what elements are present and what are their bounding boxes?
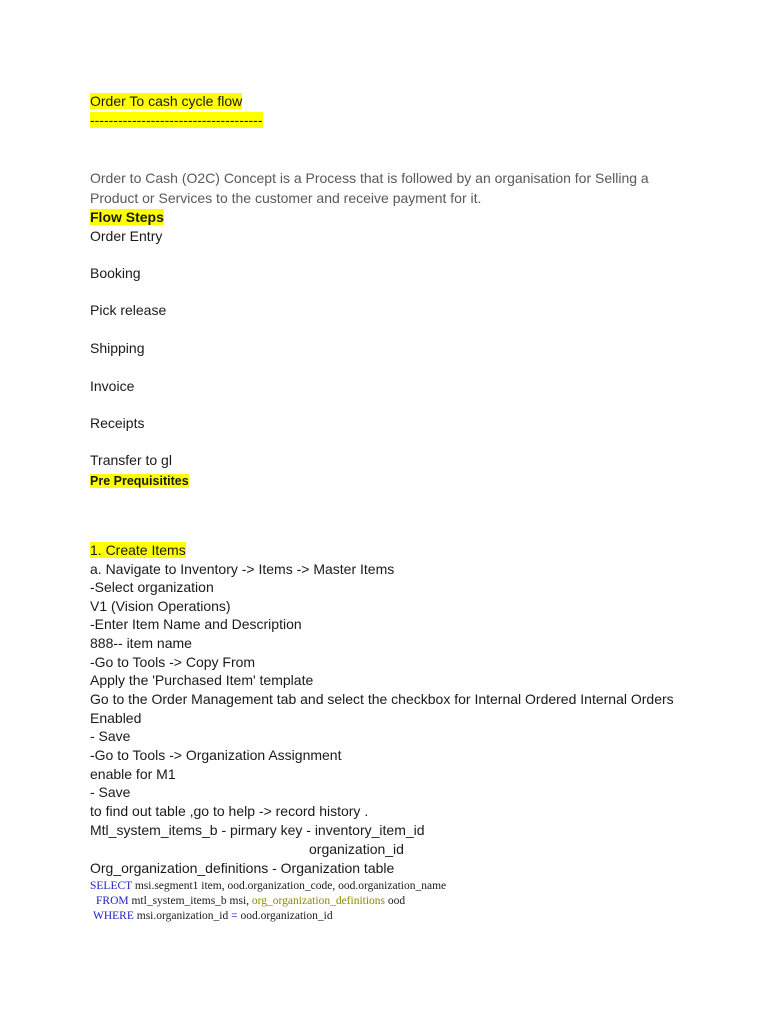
section1-line: Mtl_system_items_b - pirmary key - inventory_item_id	[90, 822, 425, 838]
title-underline: -------------------------------------	[90, 112, 263, 128]
section1-heading: 1. Create Items	[90, 542, 186, 558]
flow-step: Invoice	[90, 378, 135, 394]
section1-line: Go to the Order Management tab and select the checkbox for Internal Ordered Internal Orders	[90, 691, 674, 707]
flow-step: Pick release	[90, 302, 167, 318]
section1-line: Org_organization_definitions - Organization table	[90, 860, 395, 876]
sql-select-line: SELECT msi.segment1 item, ood.organization_code, ood.organization_name	[90, 880, 447, 892]
flow-step: Shipping	[90, 340, 145, 356]
doc-title: Order To cash cycle flow	[90, 93, 243, 109]
section1-line: - Save	[90, 784, 131, 800]
section1-line: to find out table ,go to help -> record history .	[90, 803, 369, 819]
section1-line: Enabled	[90, 710, 142, 726]
flow-step: Receipts	[90, 415, 145, 431]
flow-step: Booking	[90, 265, 141, 281]
section1-line: a. Navigate to Inventory -> Items -> Master Items	[90, 561, 395, 577]
section1-line: -Go to Tools -> Copy From	[90, 654, 256, 670]
section1-line: -Select organization	[90, 579, 214, 595]
sql-keyword: SELECT	[90, 880, 132, 892]
intro-paragraph: Order to Cash (O2C) Concept is a Process that is followed by an organisation for Selling a Product or Services to the customer and receive payment for it.	[90, 170, 649, 206]
flow-step: Transfer to gl	[90, 452, 172, 468]
section1-line: 888-- item name	[90, 635, 192, 651]
section1-line: organization_id	[309, 841, 404, 857]
section1-line: -Enter Item Name and Description	[90, 616, 302, 632]
section1-line: enable for M1	[90, 766, 176, 782]
section1-line: V1 (Vision Operations)	[90, 598, 231, 614]
sql-keyword: WHERE	[93, 910, 134, 922]
section1-line: -Go to Tools -> Organization Assignment	[90, 747, 342, 763]
section1-line: - Save	[90, 728, 131, 744]
flow-step: Order Entry	[90, 228, 163, 244]
sql-keyword: FROM	[96, 895, 129, 907]
prereq-heading: Pre Prequisitites	[90, 474, 189, 488]
flow-steps-heading: Flow Steps	[90, 209, 164, 225]
section1-line: Apply the 'Purchased Item' template	[90, 672, 314, 688]
sql-where-line: WHERE msi.organization_id = ood.organization_id	[93, 910, 333, 922]
sql-from-line: FROM mtl_system_items_b msi, org_organization_definitions ood	[96, 895, 406, 907]
